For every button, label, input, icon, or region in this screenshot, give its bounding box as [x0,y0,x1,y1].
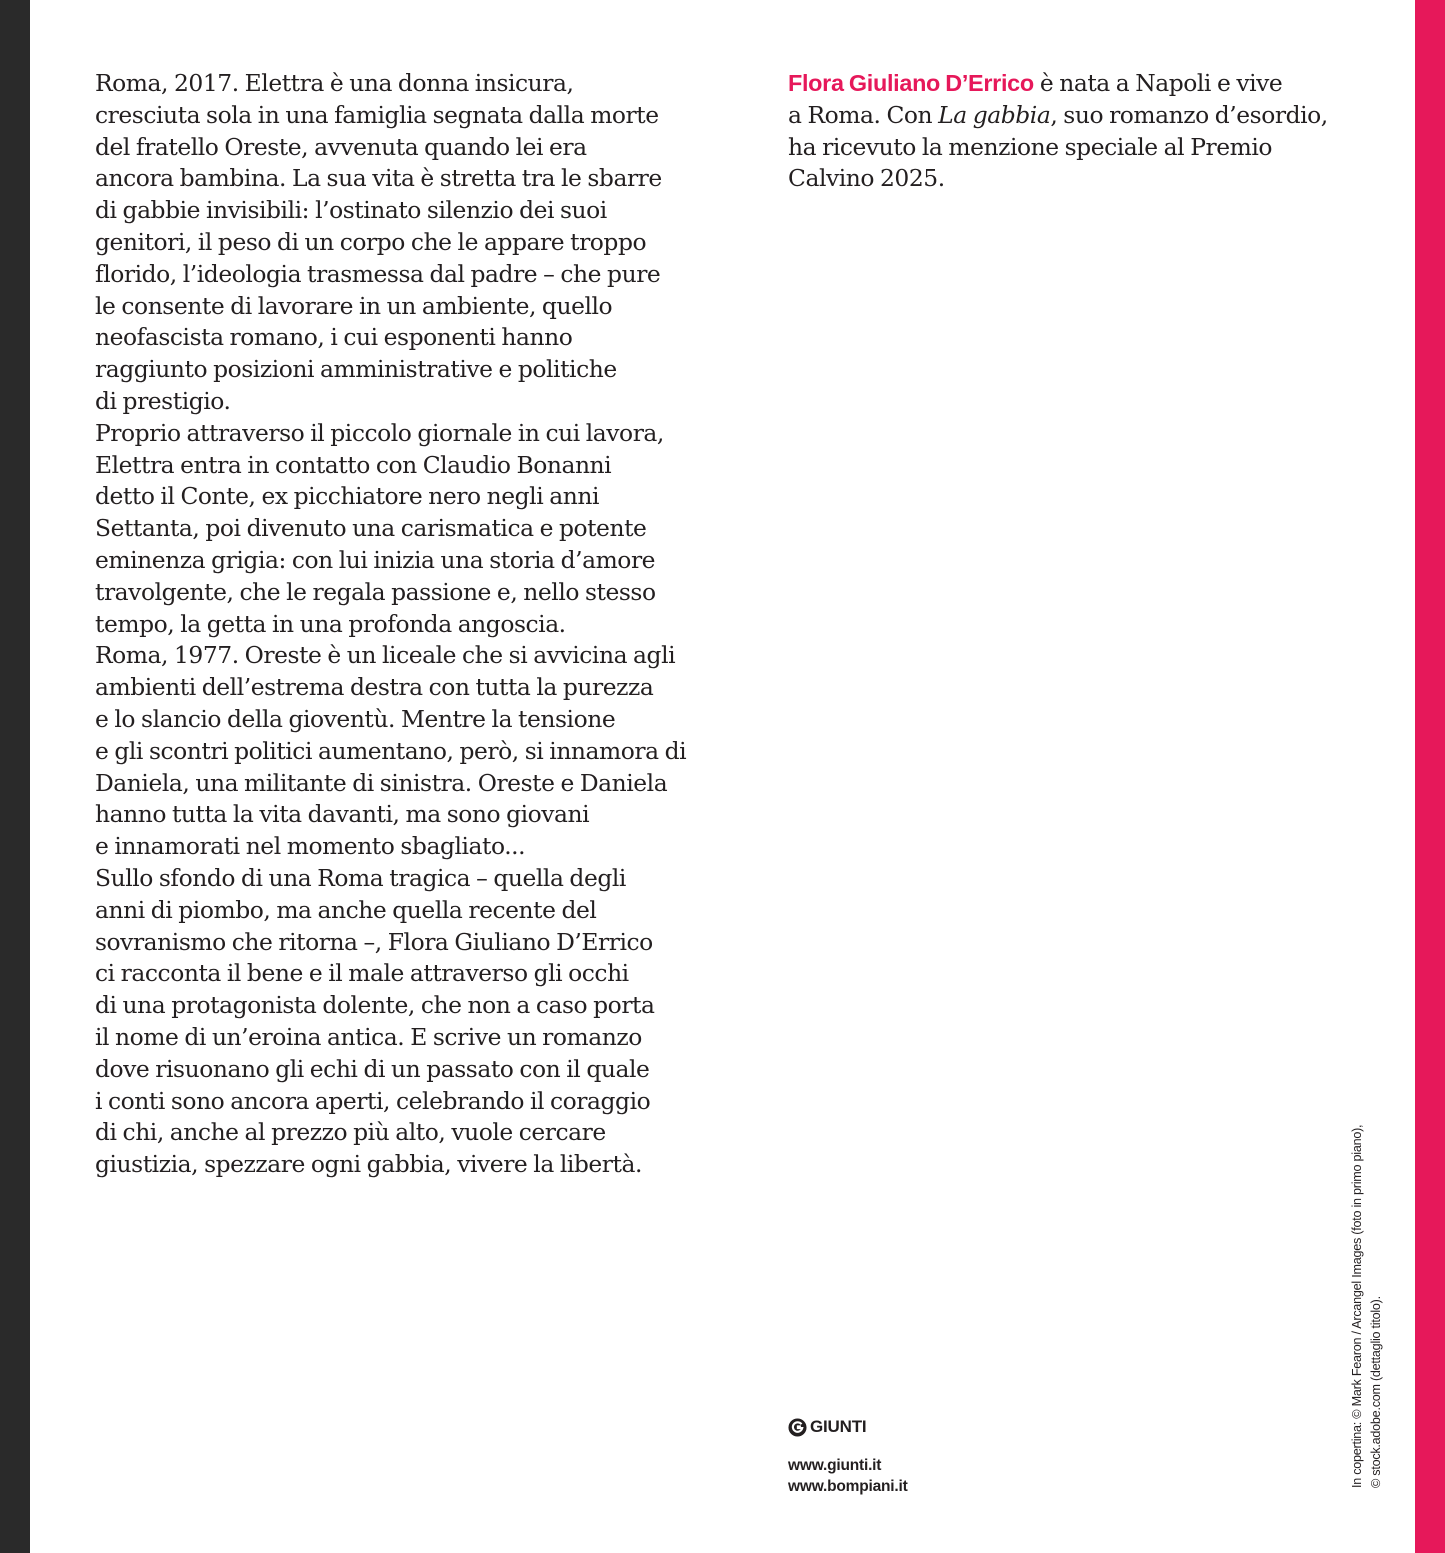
synopsis-line: ci racconta il bene e il male attraverso gli occhi [95,959,629,988]
synopsis-line: Daniela, una militante di sinistra. Oreste e Daniela [95,768,668,797]
accent-band [1415,0,1445,1553]
cover-credits [1348,1125,1386,1488]
url-link[interactable]: www.giunti.it [788,1457,882,1474]
synopsis-line: cresciuta sola in una famiglia segnata dalla morte [95,100,659,129]
synopsis-text [95,68,715,1181]
credit-line: In copertina: © Mark Fearon / Arcangel Images (foto in primo piano), [1350,1124,1364,1488]
author-name: Flora Giuliano D’Errico [788,70,1034,96]
url-link[interactable]: www.bompiani.it [788,1478,908,1495]
bio-line [788,100,1348,132]
publisher-logo [788,1414,908,1440]
bio-text: è nata a Napoli e vive [1033,69,1283,97]
synopsis-line: ancora bambina. La sua vita è stretta tra le sbarre [95,164,662,193]
publisher-block [788,1414,908,1497]
synopsis-line: detto il Conte, ex picchiatore nero negli anni [95,482,599,511]
publisher-name: GIUNTI [810,1417,867,1436]
author-bio [788,68,1348,195]
synopsis-line: del fratello Oreste, avvenuta quando lei era [95,132,587,161]
synopsis-line: Elettra entra in contatto con Claudio Bonanni [95,450,612,479]
synopsis-line: ambienti dell’estrema destra con tutta la purezza [95,673,654,702]
synopsis-line: Sullo sfondo di una Roma tragica – quella degli [95,863,626,892]
synopsis-line: hanno tutta la vita davanti, ma sono giovani [95,800,590,829]
publisher-urls [788,1455,908,1497]
giunti-g-logo-icon [788,1418,807,1437]
synopsis-line: di una protagonista dolente, che non a caso porta [95,991,655,1020]
synopsis-line: florido, l’ideologia trasmessa dal padre – che pure [95,259,661,288]
synopsis-line: di prestigio. [95,386,231,415]
synopsis-line: e innamorati nel momento sbagliato... [95,832,526,861]
synopsis-line: tempo, la getta in una profonda angoscia. [95,609,566,638]
bio-text: a Roma. Con [788,100,939,129]
synopsis-line: genitori, il peso di un corpo che le appare troppo [95,227,647,256]
synopsis-line: sovranismo che ritorna –, Flora Giuliano D’Errico [95,927,653,956]
synopsis-line: eminenza grigia: con lui inizia una storia d’amore [95,545,656,574]
spine-edge [0,0,30,1553]
synopsis-line: anni di piombo, ma anche quella recente del [95,895,597,924]
bio-line: Calvino 2025. [788,164,945,193]
synopsis-line: Settanta, poi divenuto una carismatica e potente [95,514,647,543]
synopsis-line: Roma, 2017. Elettra è una donna insicura, [95,69,574,97]
bio-line: ha ricevuto la menzione speciale al Premio [788,132,1272,161]
synopsis-line: e gli scontri politici aumentano, però, si innamora di [95,736,687,765]
synopsis-line: di chi, anche al prezzo più alto, vuole cercare [95,1118,606,1147]
synopsis-line: di gabbie invisibili: l’ostinato silenzio dei suoi [95,196,607,225]
synopsis-line: neofascista romano, i cui esponenti hanno [95,323,573,352]
synopsis-line: dove risuonano gli echi di un passato con il quale [95,1054,650,1083]
bio-line [788,68,1348,100]
credit-line: © stock.adobe.com (dettaglio titolo). [1369,1296,1383,1488]
synopsis-line: raggiunto posizioni amministrative e politiche [95,355,617,384]
synopsis-line: il nome di un’eroina antica. E scrive un romanzo [95,1022,642,1051]
synopsis-line: travolgente, che le regala passione e, nello stesso [95,577,656,606]
synopsis-line: Proprio attraverso il piccolo giornale in cui lavora, [95,418,664,447]
book-title: La gabbia [938,100,1051,129]
synopsis-line: giustizia, spezzare ogni gabbia, vivere la libertà. [95,1150,642,1179]
bio-text: , suo romanzo d’esordio, [1050,100,1328,129]
synopsis-line: le consente di lavorare in un ambiente, quello [95,291,613,320]
synopsis-line: Roma, 1977. Oreste è un liceale che si avvicina agli [95,641,676,670]
synopsis-line: i conti sono ancora aperti, celebrando il coraggio [95,1086,651,1115]
synopsis-line: e lo slancio della gioventù. Mentre la tensione [95,704,616,733]
